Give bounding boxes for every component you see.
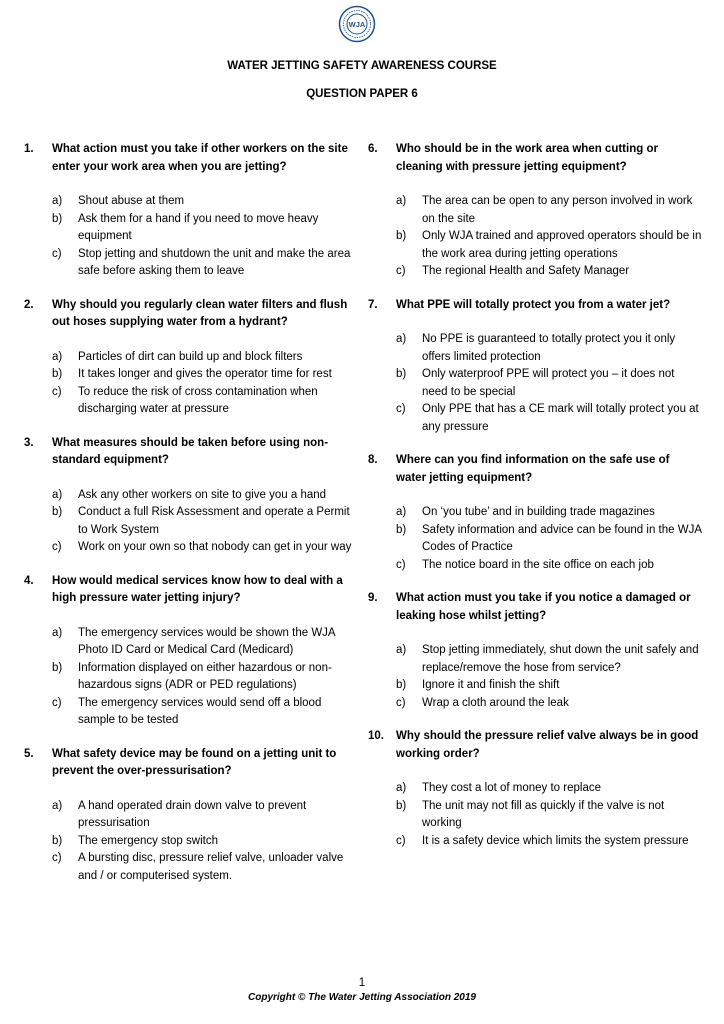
answer-option	[52, 246, 356, 281]
answer-text: Stop jetting and shutdown the unit and make the area safe before asking them to leave	[78, 247, 351, 277]
answer-text: On ‘you tube’ and in building trade magazines	[422, 506, 655, 518]
answer-option	[52, 366, 356, 384]
answer-option	[52, 660, 356, 695]
answer-text: The unit may not fill as quickly if the valve is not working	[422, 799, 665, 829]
answer-text: Information displayed on either hazardous or non-hazardous signs (ADR or PED regulations)	[78, 661, 332, 691]
question-number: 7.	[368, 298, 378, 311]
answer-letter: a)	[396, 644, 407, 656]
wja-logo	[338, 5, 376, 43]
answer-letter: c)	[396, 403, 406, 415]
answer-text: Ask them for a hand if you need to move heavy equipment	[78, 212, 319, 242]
answer-letter: a)	[52, 626, 63, 639]
answer-text: Shout abuse at them	[78, 195, 185, 207]
answer-text: No PPE is guaranteed to totally protect you it only offers limited protection	[422, 333, 676, 363]
answer-text: The emergency services would be shown the WJA Photo ID Card or Medical Card (Medicard)	[78, 626, 335, 656]
answer-letter: b)	[396, 230, 407, 242]
answer-letter: b)	[396, 799, 407, 812]
answer-option	[396, 642, 702, 677]
answer-option	[52, 850, 356, 885]
answer-letter: b)	[52, 506, 63, 518]
question-text: Where can you find information on the safe use of water jetting equipment?	[396, 454, 670, 484]
answer-text: The regional Health and Safety Manager	[422, 265, 630, 277]
answer-text: It takes longer and gives the operator time for rest	[78, 368, 332, 380]
answer-text: A bursting disc, pressure relief valve, unloader valve and / or computerised system.	[78, 852, 344, 882]
answer-letter: a)	[52, 488, 63, 501]
copyright-notice: Copyright © The Water Jetting Association 2019	[248, 992, 476, 1003]
answer-option	[52, 625, 356, 660]
answer-option	[396, 401, 702, 436]
answer-letter: c)	[52, 385, 62, 398]
answer-text: Stop jetting immediately, shut down the unit safely and replace/remove the hose from service?	[422, 644, 699, 674]
answer-letter: b)	[396, 368, 407, 380]
question-block	[24, 573, 356, 730]
course-title: WATER JETTING SAFETY AWARENESS COURSE	[227, 60, 497, 72]
answer-letter: c)	[52, 541, 62, 553]
answer-option	[396, 366, 702, 401]
question-block	[24, 297, 356, 419]
answer-letter: a)	[52, 799, 63, 812]
question-block	[24, 746, 356, 886]
answer-letter: a)	[396, 195, 407, 207]
question-text: What action must you take if other workers on the site enter your work area when you are jetting?	[52, 143, 348, 173]
question-number: 8.	[368, 454, 378, 466]
question-number: 9.	[368, 592, 378, 604]
answer-option	[396, 833, 702, 851]
answer-text: Ask any other workers on site to give you a hand	[78, 488, 327, 501]
answer-text: Safety information and advice can be found in the WJA Codes of Practice	[422, 523, 702, 553]
question-block	[368, 141, 702, 281]
question-block	[24, 435, 356, 557]
question-block	[368, 452, 702, 574]
answer-option	[396, 780, 702, 798]
answer-letter: a)	[396, 782, 407, 794]
answer-option	[52, 833, 356, 851]
answer-letter: b)	[396, 523, 407, 536]
question-text: Why should you regularly clean water filters and flush out hoses supplying water from a hydrant?	[52, 298, 348, 328]
answer-text: Particles of dirt can build up and block filters	[78, 350, 303, 363]
answer-letter: a)	[396, 333, 407, 345]
answer-text: A hand operated drain down valve to prevent pressurisation	[78, 799, 307, 829]
answer-text: Only waterproof PPE will protect you – it does not need to be special	[422, 368, 675, 398]
answer-option	[52, 193, 356, 211]
answer-option	[52, 798, 356, 833]
answer-letter: c)	[52, 247, 62, 260]
answer-text: The area can be open to any person involved in work on the site	[422, 195, 693, 225]
answer-option	[52, 504, 356, 539]
page-number: 1	[358, 977, 366, 989]
answer-text: Work on your own so that nobody can get in your way	[78, 541, 352, 553]
answer-text: To reduce the risk of cross contamination when discharging water at pressure	[78, 385, 318, 415]
answer-text: The emergency services would send off a blood sample to be tested	[78, 696, 322, 726]
answer-text: The notice board in the site office on each job	[422, 558, 654, 571]
question-number: 10.	[368, 730, 384, 742]
answer-letter: a)	[52, 195, 63, 207]
answer-option	[52, 539, 356, 557]
answer-letter: b)	[52, 368, 63, 380]
answer-letter: c)	[396, 834, 406, 847]
answer-text: Only PPE that has a CE mark will totally protect you at any pressure	[422, 403, 699, 433]
answer-option	[396, 228, 702, 263]
question-block	[24, 141, 356, 281]
answer-letter: c)	[396, 558, 406, 571]
paper-title: QUESTION PAPER 6	[306, 88, 418, 100]
answer-text: Ignore it and finish the shift	[422, 679, 560, 691]
question-number: 2.	[24, 298, 34, 311]
question-heading	[24, 141, 356, 176]
answer-text: They cost a lot of money to replace	[422, 782, 601, 794]
right-column	[368, 141, 702, 866]
logo-text: WJA	[348, 20, 366, 29]
answer-option	[396, 263, 702, 281]
answer-option	[396, 695, 702, 713]
question-text: What safety device may be found on a jetting unit to prevent the over-pressurisation?	[52, 747, 337, 777]
answer-option	[52, 349, 356, 367]
answer-option	[396, 193, 702, 228]
answer-option	[52, 211, 356, 246]
answer-option	[396, 557, 702, 575]
question-heading	[368, 141, 702, 176]
answer-option	[396, 798, 702, 833]
question-number: 3.	[24, 436, 34, 449]
question-number: 6.	[368, 143, 378, 155]
question-text: Who should be in the work area when cutting or cleaning with pressure jetting equipment?	[396, 143, 658, 173]
answer-option	[52, 384, 356, 419]
question-text: Why should the pressure relief valve always be in good working order?	[396, 730, 699, 760]
question-heading	[24, 435, 356, 470]
answer-letter: b)	[52, 212, 63, 225]
question-number: 4.	[24, 574, 34, 587]
question-text: What action must you take if you notice a damaged or leaking hose whilst jetting?	[396, 592, 691, 622]
question-block	[368, 590, 702, 712]
answer-letter: b)	[52, 661, 63, 674]
answer-text: Only WJA trained and approved operators should be in the work area during jetting operations	[422, 230, 702, 260]
answer-option	[396, 331, 702, 366]
answer-text: The emergency stop switch	[78, 834, 218, 847]
question-heading	[368, 590, 702, 625]
question-number: 1.	[24, 143, 34, 155]
question-heading	[368, 728, 702, 763]
left-column	[24, 141, 356, 901]
question-text: What measures should be taken before using non-standard equipment?	[52, 436, 329, 466]
answer-letter: c)	[52, 696, 62, 709]
question-heading	[24, 573, 356, 608]
answer-letter: c)	[396, 265, 406, 277]
question-block	[368, 728, 702, 850]
answer-letter: a)	[52, 350, 63, 363]
question-heading	[368, 452, 702, 487]
answer-option	[396, 677, 702, 695]
answer-letter: b)	[396, 679, 407, 691]
answer-letter: a)	[396, 506, 407, 518]
answer-option	[52, 695, 356, 730]
answer-option	[396, 522, 702, 557]
answer-text: Wrap a cloth around the leak	[422, 696, 569, 709]
answer-letter: b)	[52, 834, 63, 847]
answer-text: Conduct a full Risk Assessment and operate a Permit to Work System	[78, 506, 350, 536]
answer-letter: c)	[396, 696, 406, 709]
answer-option	[396, 504, 702, 522]
question-heading	[368, 297, 702, 315]
answer-option	[52, 487, 356, 505]
question-text: How would medical services know how to deal with a high pressure water jetting injury?	[52, 574, 343, 604]
question-block	[368, 297, 702, 437]
answer-letter: c)	[52, 852, 62, 864]
question-heading	[24, 297, 356, 332]
answer-text: It is a safety device which limits the system pressure	[422, 834, 689, 847]
question-text: What PPE will totally protect you from a water jet?	[396, 298, 671, 311]
question-number: 5.	[24, 747, 34, 760]
question-heading	[24, 746, 356, 781]
